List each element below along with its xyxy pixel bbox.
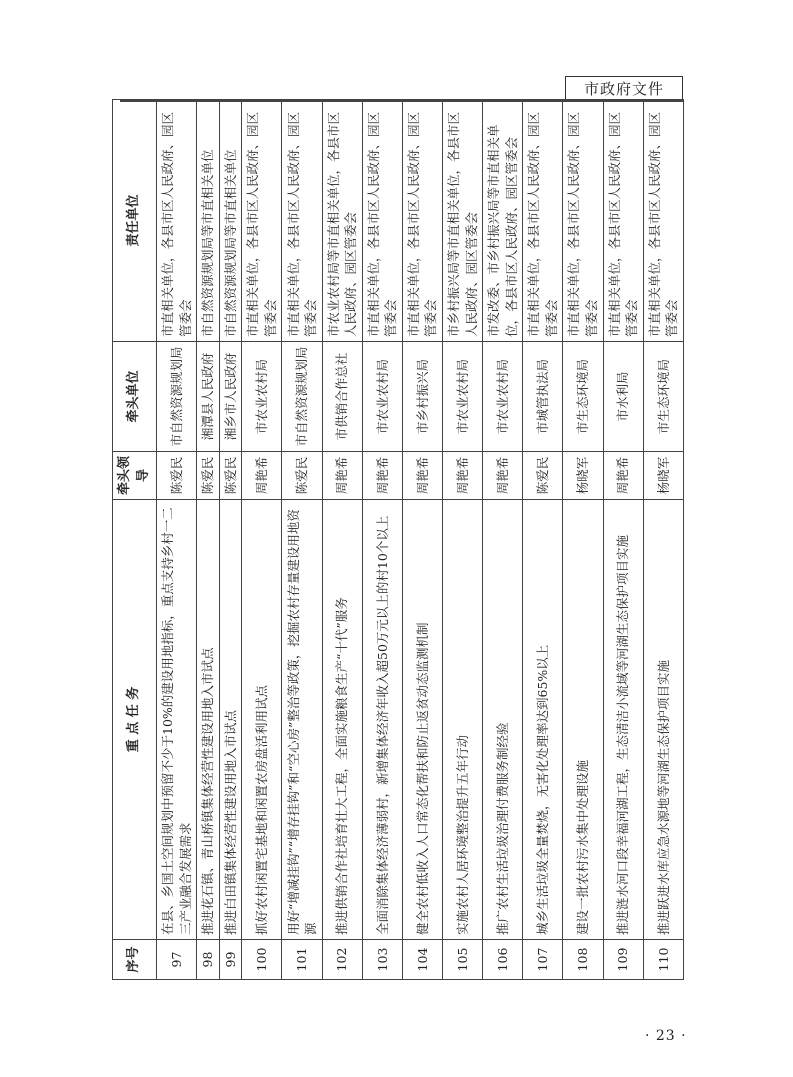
row-number: 105 (443, 940, 483, 980)
table-row (483, 100, 523, 980)
table-row (603, 100, 643, 980)
row-number: 98 (197, 940, 220, 980)
header-num: 序号 (113, 940, 157, 980)
task-table (112, 99, 684, 980)
row-task: 城乡生活垃圾全量焚烧，无害化处理率达到65%以上 (523, 500, 563, 940)
row-task: 推进涟水河口段幸福河湖工程，生态清洁小流域等河湖生态保护项目实施 (603, 500, 643, 940)
row-resp-unit: 市自然资源规划局等市直相关单位 (219, 100, 242, 342)
table-row (322, 100, 362, 980)
table-header-row (113, 100, 157, 980)
row-resp-unit: 市乡村振兴局等市直相关单位，各县市区人民政府、园区管委会 (443, 100, 483, 342)
table-row (402, 100, 442, 980)
row-resp-unit: 市直相关单位，各县市区人民政府、园区管委会 (157, 100, 197, 342)
row-task: 推进供销合作社培育壮大工程，全面实施粮食生产“十代”服务 (322, 500, 362, 940)
table-row (197, 100, 220, 980)
row-leader: 陈爱民 (282, 452, 322, 500)
row-resp-unit: 市直相关单位，各县市区人民政府、园区管委会 (643, 100, 683, 342)
row-lead-unit: 市农业农村局 (443, 342, 483, 452)
page-number: · 23 · (645, 1028, 687, 1044)
row-lead-unit: 市自然资源规划局 (157, 342, 197, 452)
row-leader: 周艳希 (322, 452, 362, 500)
row-number: 107 (523, 940, 563, 980)
row-lead-unit: 湘潭县人民政府 (197, 342, 220, 452)
row-task: 推进白田镇集体经营性建设用地入市试点 (219, 500, 242, 940)
row-task: 在县、乡国土空间规划中预留不少于10%的建设用地指标，重点支持乡村一二三产业融合发展需求 (157, 500, 197, 940)
row-task: 推进花石镇、青山桥镇集体经营性建设用地入市试点 (197, 500, 220, 940)
row-leader: 陈爱民 (219, 452, 242, 500)
row-resp-unit: 市直相关单位，各县市区人民政府、园区管委会 (603, 100, 643, 342)
row-leader: 周艳希 (483, 452, 523, 500)
row-number: 104 (402, 940, 442, 980)
row-task: 推广农村生活垃圾治理付费服务制经验 (483, 500, 523, 940)
row-resp-unit: 市直相关单位，各县市区人民政府、园区管委会 (563, 100, 603, 342)
table-row (643, 100, 683, 980)
row-resp-unit: 市农业农村局等市直相关单位，各县市区人民政府、园区管委会 (322, 100, 362, 342)
row-number: 110 (643, 940, 683, 980)
row-resp-unit: 市自然资源规划局等市直相关单位 (197, 100, 220, 342)
row-task: 用好“增减挂钩”“增存挂钩”和“空心房”整治等政策，挖掘农村存量建设用地资源 (282, 500, 322, 940)
row-task: 全面消除集体经济薄弱村，新增集体经济年收入超50万元以上的村10个以上 (362, 500, 402, 940)
table-row (523, 100, 563, 980)
row-leader: 周艳希 (242, 452, 282, 500)
row-resp-unit: 市直相关单位，各县市区人民政府、园区管委会 (402, 100, 442, 342)
table-row (563, 100, 603, 980)
row-task: 实施农村人居环境整治提升五年行动 (443, 500, 483, 940)
row-leader: 陈爱民 (157, 452, 197, 500)
row-lead-unit: 市农业农村局 (483, 342, 523, 452)
row-lead-unit: 市供销合作总社 (322, 342, 362, 452)
row-number: 100 (242, 940, 282, 980)
row-number: 97 (157, 940, 197, 980)
row-leader: 陈爱民 (197, 452, 220, 500)
row-lead-unit: 市生态环境局 (643, 342, 683, 452)
row-leader: 周艳希 (362, 452, 402, 500)
row-leader: 周艳希 (443, 452, 483, 500)
header-leader: 牵头领导 (113, 452, 157, 500)
row-number: 102 (322, 940, 362, 980)
row-lead-unit: 市农业农村局 (362, 342, 402, 452)
row-resp-unit: 市发改委、市乡村振兴局等市直相关单位，各县市区人民政府、园区管委会 (483, 100, 523, 342)
row-task: 健全农村低收入人口常态化帮扶和防止返贫动态监测机制 (402, 500, 442, 940)
table-row (219, 100, 242, 980)
row-leader: 杨晓军 (643, 452, 683, 500)
table-row (362, 100, 402, 980)
row-resp-unit: 市直相关单位，各县市区人民政府、园区管委会 (362, 100, 402, 342)
document-section-tag: 市政府文件 (565, 76, 683, 100)
row-lead-unit: 市乡村振兴局 (402, 342, 442, 452)
row-task: 推进跃进水库应急水源地等河湖生态保护项目实施 (643, 500, 683, 940)
row-number: 108 (563, 940, 603, 980)
row-task: 抓好农村闲置宅基地和闲置农房盘活利用试点 (242, 500, 282, 940)
row-lead-unit: 市自然资源规划局 (282, 342, 322, 452)
row-lead-unit: 市城管执法局 (523, 342, 563, 452)
row-task: 建设一批农村污水集中处理设施 (563, 500, 603, 940)
table-row (242, 100, 282, 980)
row-number: 101 (282, 940, 322, 980)
row-lead-unit: 市水利局 (603, 342, 643, 452)
row-resp-unit: 市直相关单位，各县市区人民政府、园区管委会 (282, 100, 322, 342)
table-row (157, 100, 197, 980)
row-number: 106 (483, 940, 523, 980)
header-lead-unit: 牵头单位 (113, 342, 157, 452)
row-leader: 周艳希 (603, 452, 643, 500)
row-leader: 杨晓军 (563, 452, 603, 500)
row-lead-unit: 市生态环境局 (563, 342, 603, 452)
table-row (282, 100, 322, 980)
row-lead-unit: 湘乡市人民政府 (219, 342, 242, 452)
rotated-table-wrapper (112, 100, 684, 980)
row-number: 109 (603, 940, 643, 980)
row-resp-unit: 市直相关单位，各县市区人民政府、园区管委会 (242, 100, 282, 342)
row-leader: 陈爱民 (523, 452, 563, 500)
table-row (443, 100, 483, 980)
header-task: 重 点 任 务 (113, 500, 157, 940)
row-leader: 周艳希 (402, 452, 442, 500)
row-resp-unit: 市直相关单位，各县市区人民政府、园区管委会 (523, 100, 563, 342)
row-number: 99 (219, 940, 242, 980)
header-resp-unit: 责任单位 (113, 100, 157, 342)
row-lead-unit: 市农业农村局 (242, 342, 282, 452)
row-number: 103 (362, 940, 402, 980)
